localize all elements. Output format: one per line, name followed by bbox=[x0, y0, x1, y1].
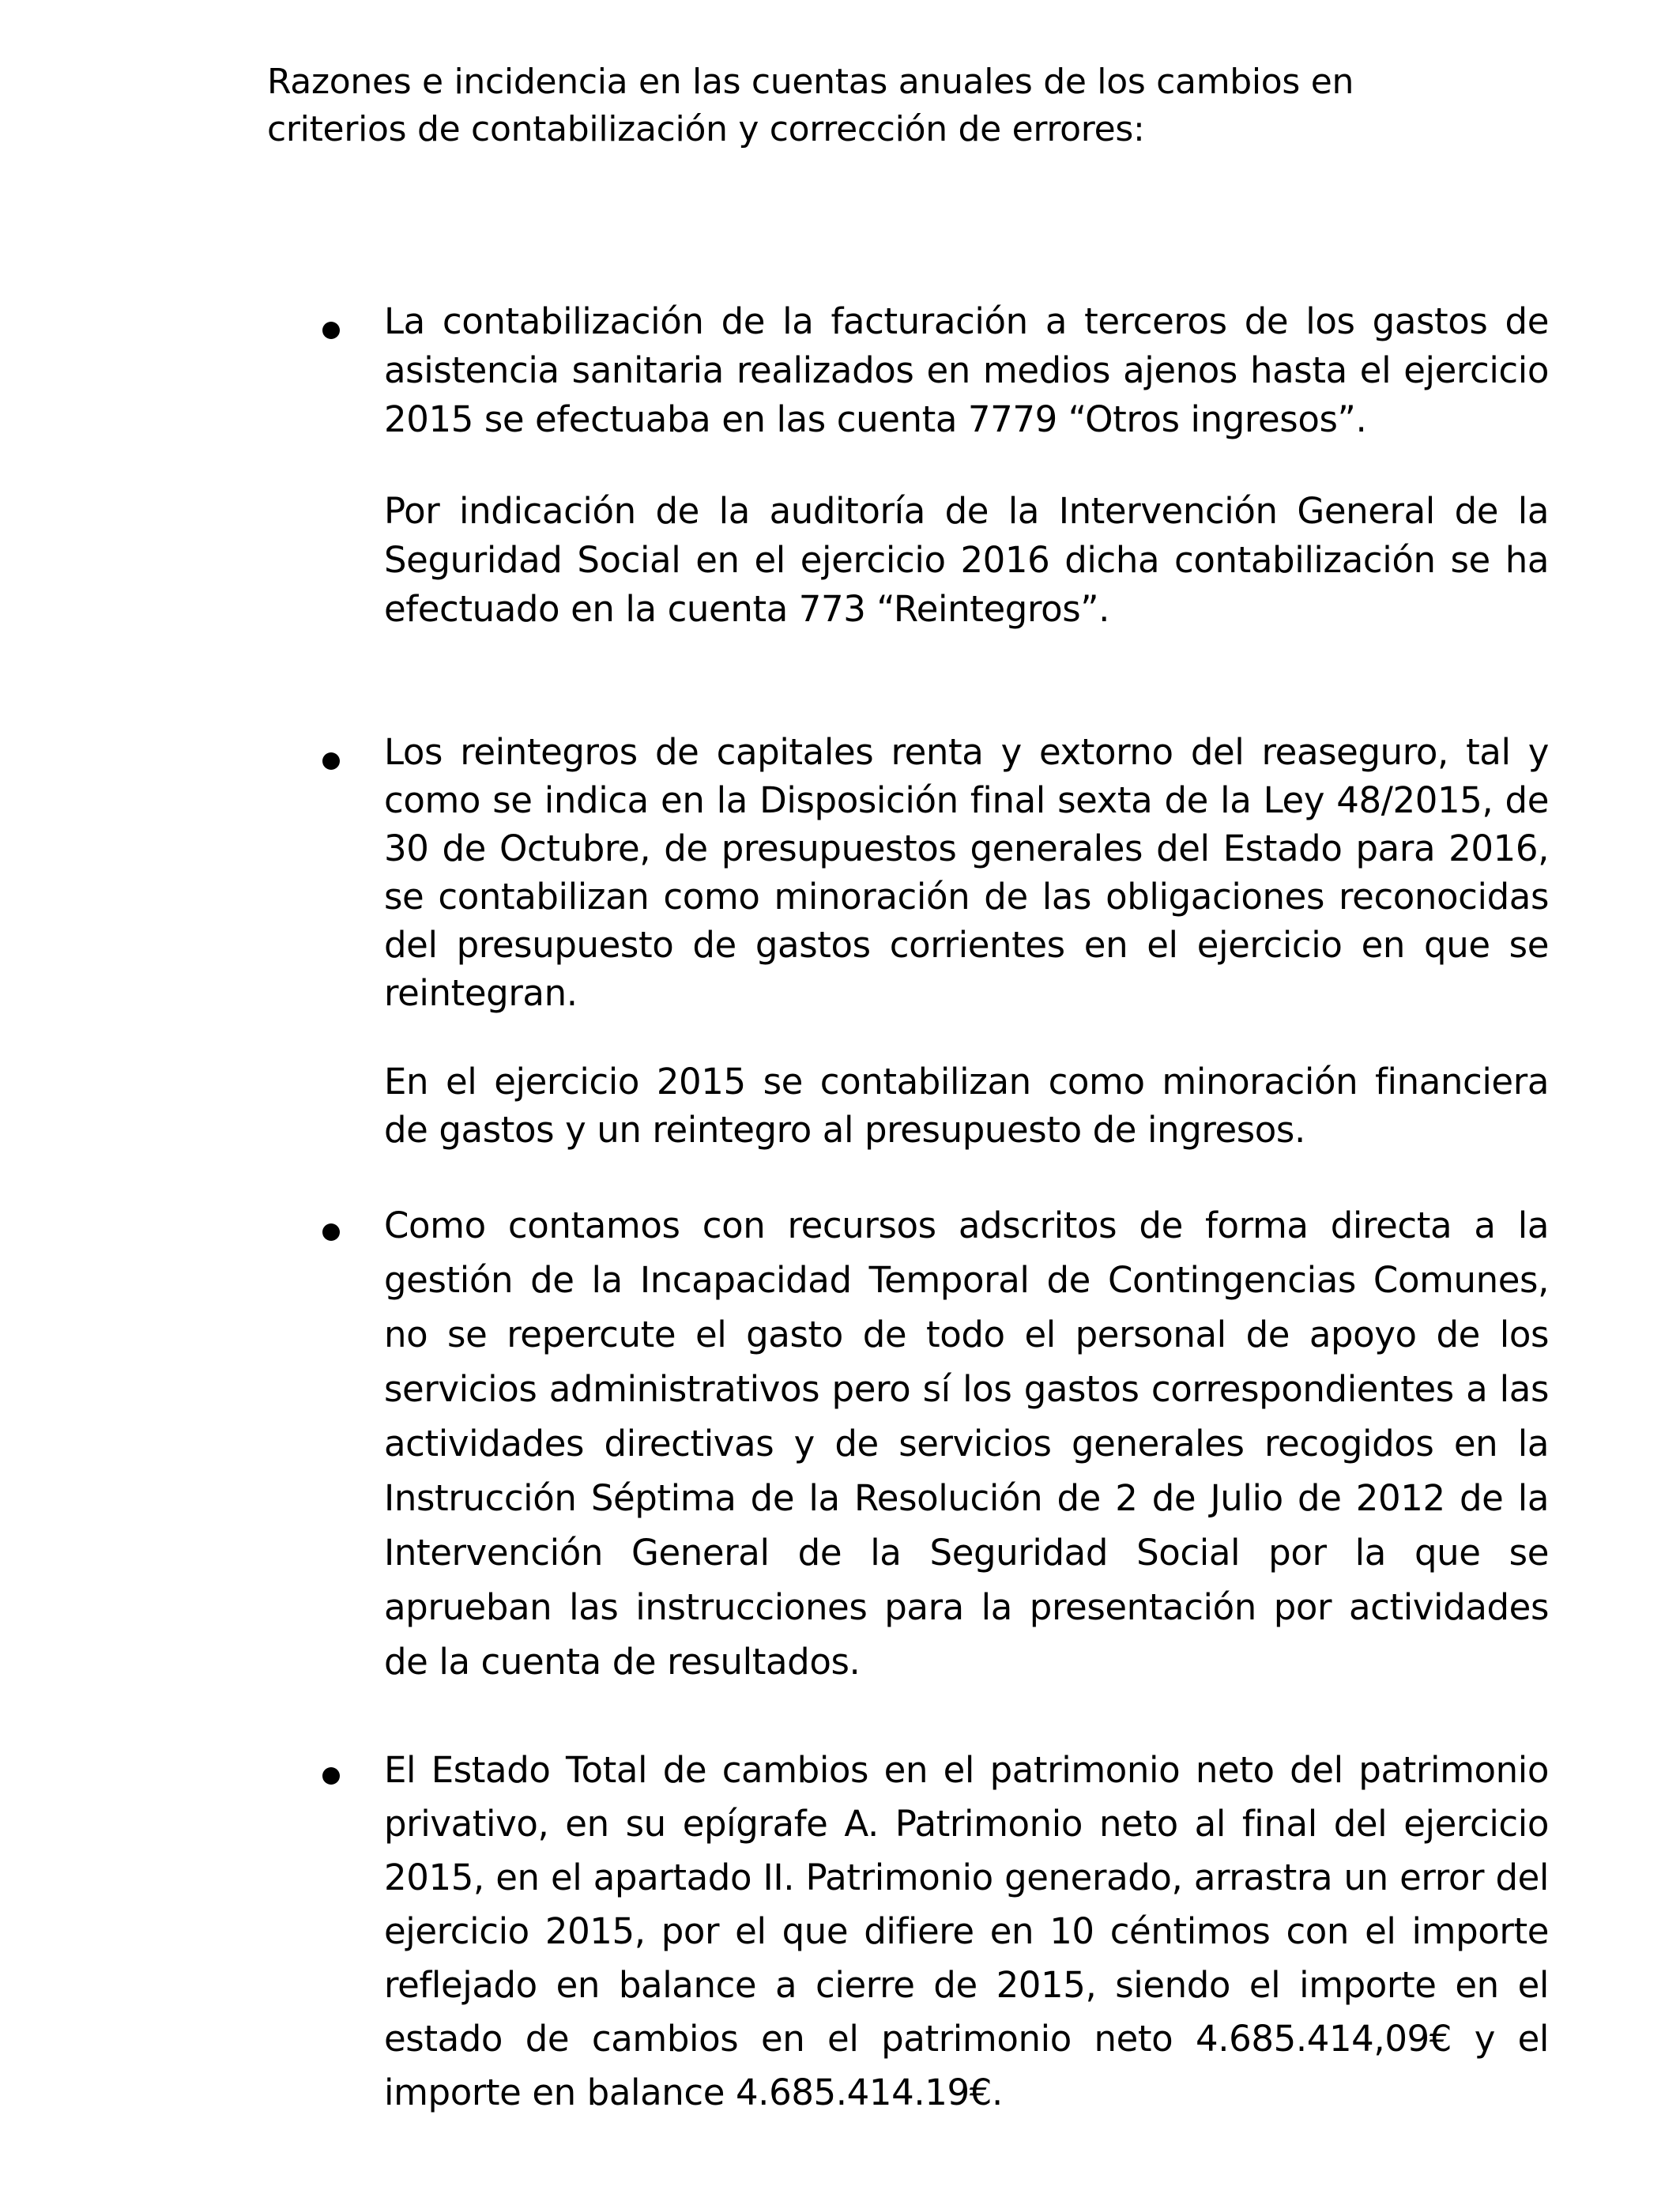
heading-line-1: Razones e incidencia en las cuentas anuales de los cambios en bbox=[267, 62, 1354, 102]
paragraph: El Estado Total de cambios en el patrimonio neto del patrimonio privativo, en su epígrafe A. Patrimonio neto al final del ejercicio 2015, en el apartado II. Patrimonio generado, arrastra un error del ejercicio 2015, por el que difiere en 10 céntimos con el importe reflejado en balance a cierre de 2015, siendo el importe en el estado de cambios en el patrimonio neto 4.685.414,09€ y el importe en balance 4.685.414.19€. bbox=[384, 1749, 1549, 2113]
bullet-icon bbox=[322, 752, 340, 770]
paragraph: En el ejercicio 2015 se contabilizan como minoración financiera de gastos y un reintegro al presupuesto de ingresos. bbox=[384, 1061, 1549, 1151]
section-heading bbox=[267, 58, 1484, 153]
heading-line-2: criterios de contabilización y corrección de errores: bbox=[267, 109, 1145, 149]
bullet-icon bbox=[322, 1223, 340, 1241]
bullet-icon bbox=[322, 322, 340, 339]
paragraph: Los reintegros de capitales renta y extorno del reaseguro, tal y como se indica en la Disposición final sexta de la Ley 48/2015, de 30 de Octubre, de presupuestos generales del Estado para 2016, se contabilizan como minoración de las obligaciones reconocidas del presupuesto de gastos corrientes en el ejercicio en que se reintegran. bbox=[384, 731, 1549, 1014]
paragraph: La contabilización de la facturación a terceros de los gastos de asistencia sanitaria realizados en medios ajenos hasta el ejercicio 2015 se efectuaba en las cuenta 7779 “Otros ingresos”. bbox=[384, 300, 1549, 440]
bullet-icon bbox=[322, 1767, 340, 1785]
paragraph: Por indicación de la auditoría de la Intervención General de la Seguridad Social en el ejercicio 2016 dicha contabilización se ha efectuado en la cuenta 773 “Reintegros”. bbox=[384, 490, 1549, 630]
paragraph: Como contamos con recursos adscritos de forma directa a la gestión de la Incapacidad Temporal de Contingencias Comunes, no se repercute el gasto de todo el personal de apoyo de los servicios administrativos pero sí los gastos correspondientes a las actividades directivas y de servicios generales recogidos en la Instrucción Séptima de la Resolución de 2 de Julio de 2012 de la Intervención General de la Seguridad Social por la que se aprueban las instrucciones para la presentación por actividades de la cuenta de resultados. bbox=[384, 1204, 1549, 1683]
